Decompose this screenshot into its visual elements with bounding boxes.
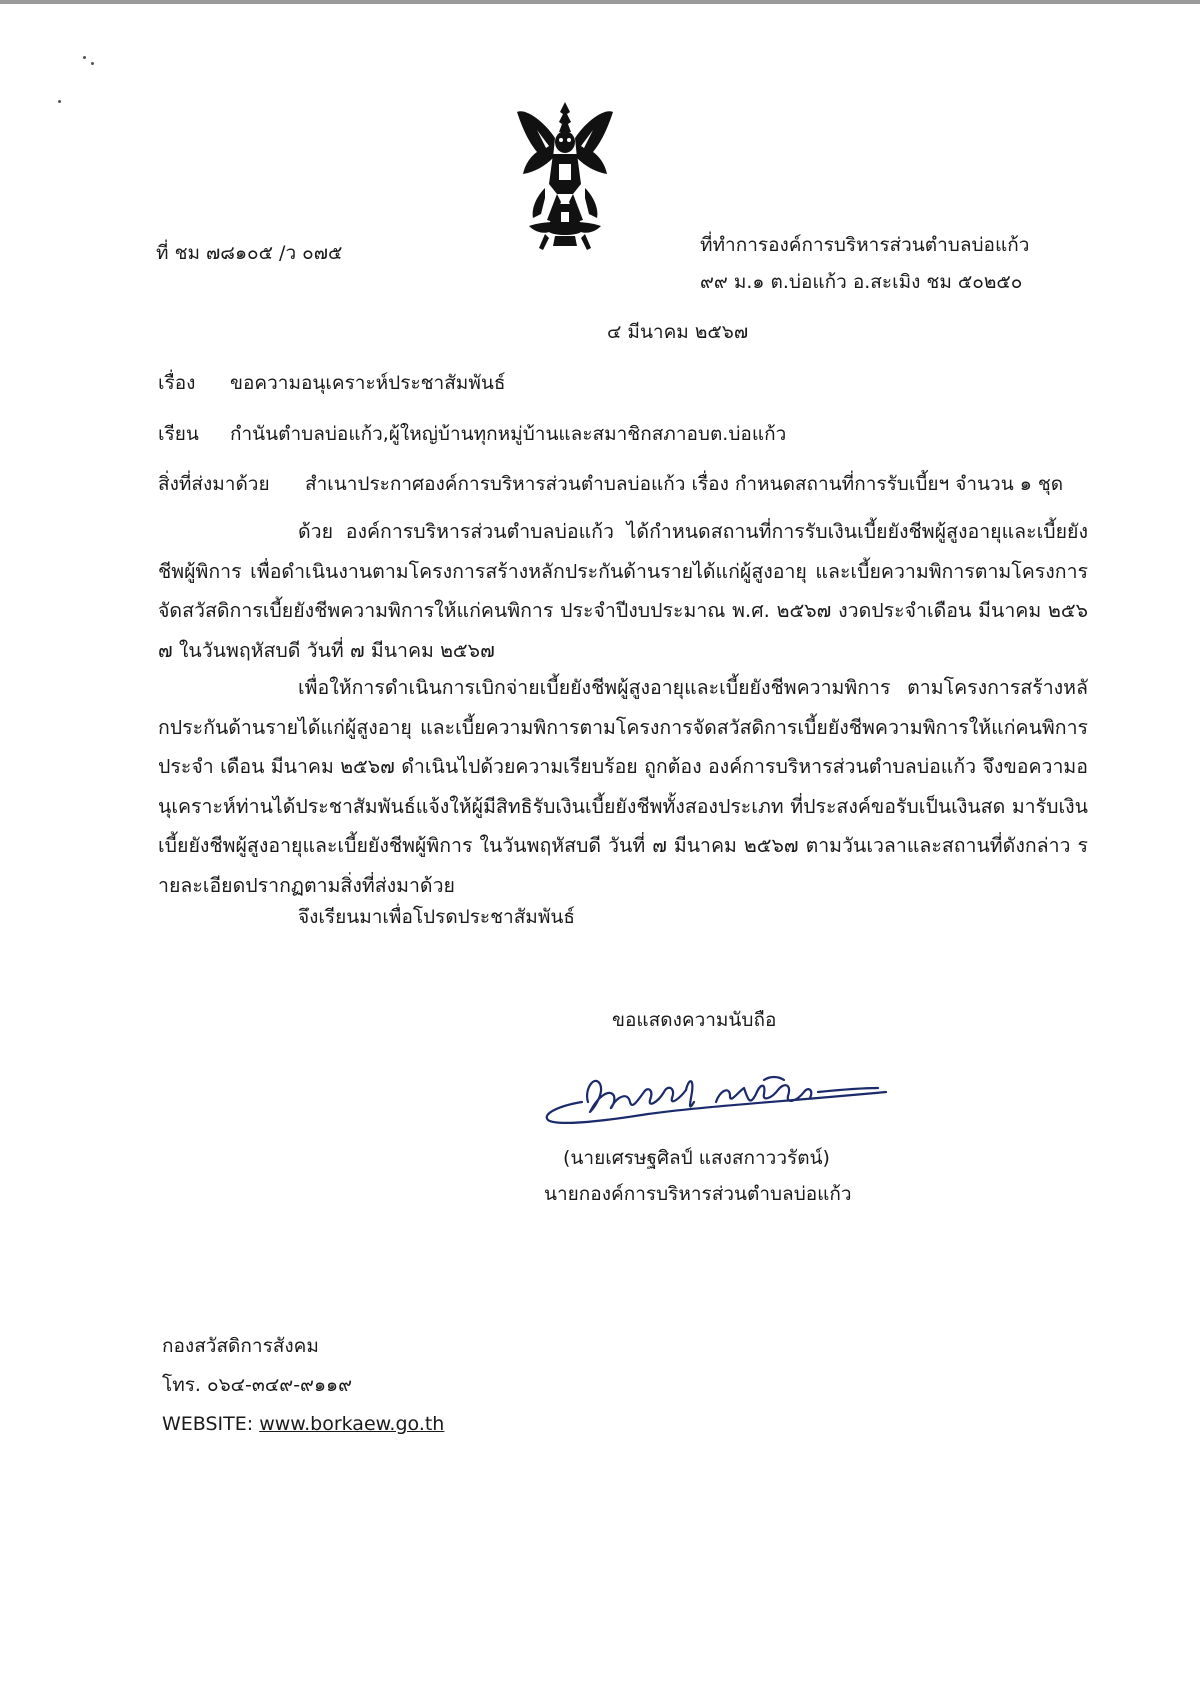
- scan-speck: [83, 56, 86, 59]
- office-address: ๙๙ ม.๑ ต.บ่อแก้ว อ.สะเมิง ชม ๕๐๒๕๐: [700, 271, 1023, 293]
- footer-phone: โทร. ๐๖๔-๓๔๙-๙๑๑๙: [162, 1374, 352, 1396]
- office-name: ที่ทำการองค์การบริหารส่วนตำบลบ่อแก้ว: [700, 234, 1030, 256]
- enclosure-text: สำเนาประกาศองค์การบริหารส่วนตำบลบ่อแก้ว เรื่อง กำหนดสถานที่การรับเบี้ยฯ จำนวน ๑ ชุด: [305, 473, 1064, 495]
- scan-speck: [91, 62, 94, 65]
- handwritten-signature: [538, 1062, 898, 1134]
- recipient-label: เรียน: [158, 423, 199, 445]
- body-paragraph-1-text: ด้วย องค์การบริหารส่วนตำบลบ่อแก้ว ได้กำหนดสถานที่การรับเงินเบี้ยยังชีพผู้สูงอายุและเบี้ยยังชีพผู้พิการ เพื่อดำเนินงานตามโครงการสร้างหลักประกันด้านรายได้แก่ผู้สูงอายุ และเบี้ยความพิการตามโครงการจัดสวัสดิการเบี้ยยังชีพความพิการให้แก่คนพิการ ประจำปีงบประมาณ พ.ศ. ๒๕๖๗ งวดประจำเดือน มีนาคม ๒๕๖๗ ในวันพฤหัสบดี วันที่ ๗ มีนาคม ๒๕๖๗: [158, 520, 1088, 662]
- regards-text: ขอแสดงความนับถือ: [612, 1009, 777, 1031]
- reference-number: ที่ ชม ๗๘๑๐๕ /ว ๐๗๕: [156, 242, 343, 264]
- closing-request: จึงเรียนมาเพื่อโปรดประชาสัมพันธ์: [298, 906, 575, 928]
- body-paragraph-1: [158, 512, 1088, 670]
- body-paragraph-2: [158, 668, 1088, 906]
- signatory-position: นายกองค์การบริหารส่วนตำบลบ่อแก้ว: [544, 1183, 852, 1205]
- signatory-name: (นายเศรษฐศิลป์ แสงสกาววรัตน์): [563, 1147, 830, 1169]
- subject-text: ขอความอนุเคราะห์ประชาสัมพันธ์: [230, 372, 506, 394]
- enclosure-label: สิ่งที่ส่งมาด้วย: [158, 473, 270, 495]
- scan-speck: [58, 100, 61, 103]
- scan-edge: [0, 0, 1200, 4]
- garuda-emblem-icon: [515, 100, 615, 258]
- recipient-text: กำนันตำบลบ่อแก้ว,ผู้ใหญ่บ้านทุกหมู่บ้านและสมาชิกสภาอบต.บ่อแก้ว: [230, 423, 787, 445]
- website-link[interactable]: www.borkaew.go.th: [259, 1413, 445, 1435]
- footer-website: [162, 1413, 444, 1436]
- footer-department: กองสวัสดิการสังคม: [162, 1335, 319, 1357]
- body-paragraph-2-text: เพื่อให้การดำเนินการเบิกจ่ายเบี้ยยังชีพผู้สูงอายุและเบี้ยยังชีพความพิการ ตามโครงการสร้างหลักประกันด้านรายได้แก่ผู้สูงอายุ และเบี้ยความพิการตามโครงการจัดสวัสดิการเบี้ยยังชีพความพิการให้แก่คนพิการ ประจำ เดือน มีนาคม ๒๕๖๗ ดำเนินไปด้วยความเรียบร้อย ถูกต้อง องค์การบริหารส่วนตำบลบ่อแก้ว จึงขอความอนุเคราะห์ท่านได้ประชาสัมพันธ์แจ้งให้ผู้มีสิทธิรับเงินเบี้ยยังชีพทั้งสองประเภท ที่ประสงค์ขอรับเป็นเงินสด มารับเงินเบี้ยยังชีพผู้สูงอายุและเบี้ยยังชีพผู้พิการ ในวันพฤหัสบดี วันที่ ๗ มีนาคม ๒๕๖๗ ตามวันเวลาและสถานที่ดังกล่าว รายละเอียดปรากฏตามสิ่งที่ส่งมาด้วย: [158, 676, 1088, 897]
- website-label: WEBSITE:: [162, 1413, 254, 1435]
- subject-label: เรื่อง: [158, 372, 196, 394]
- letter-date: ๔ มีนาคม ๒๕๖๗: [607, 321, 749, 343]
